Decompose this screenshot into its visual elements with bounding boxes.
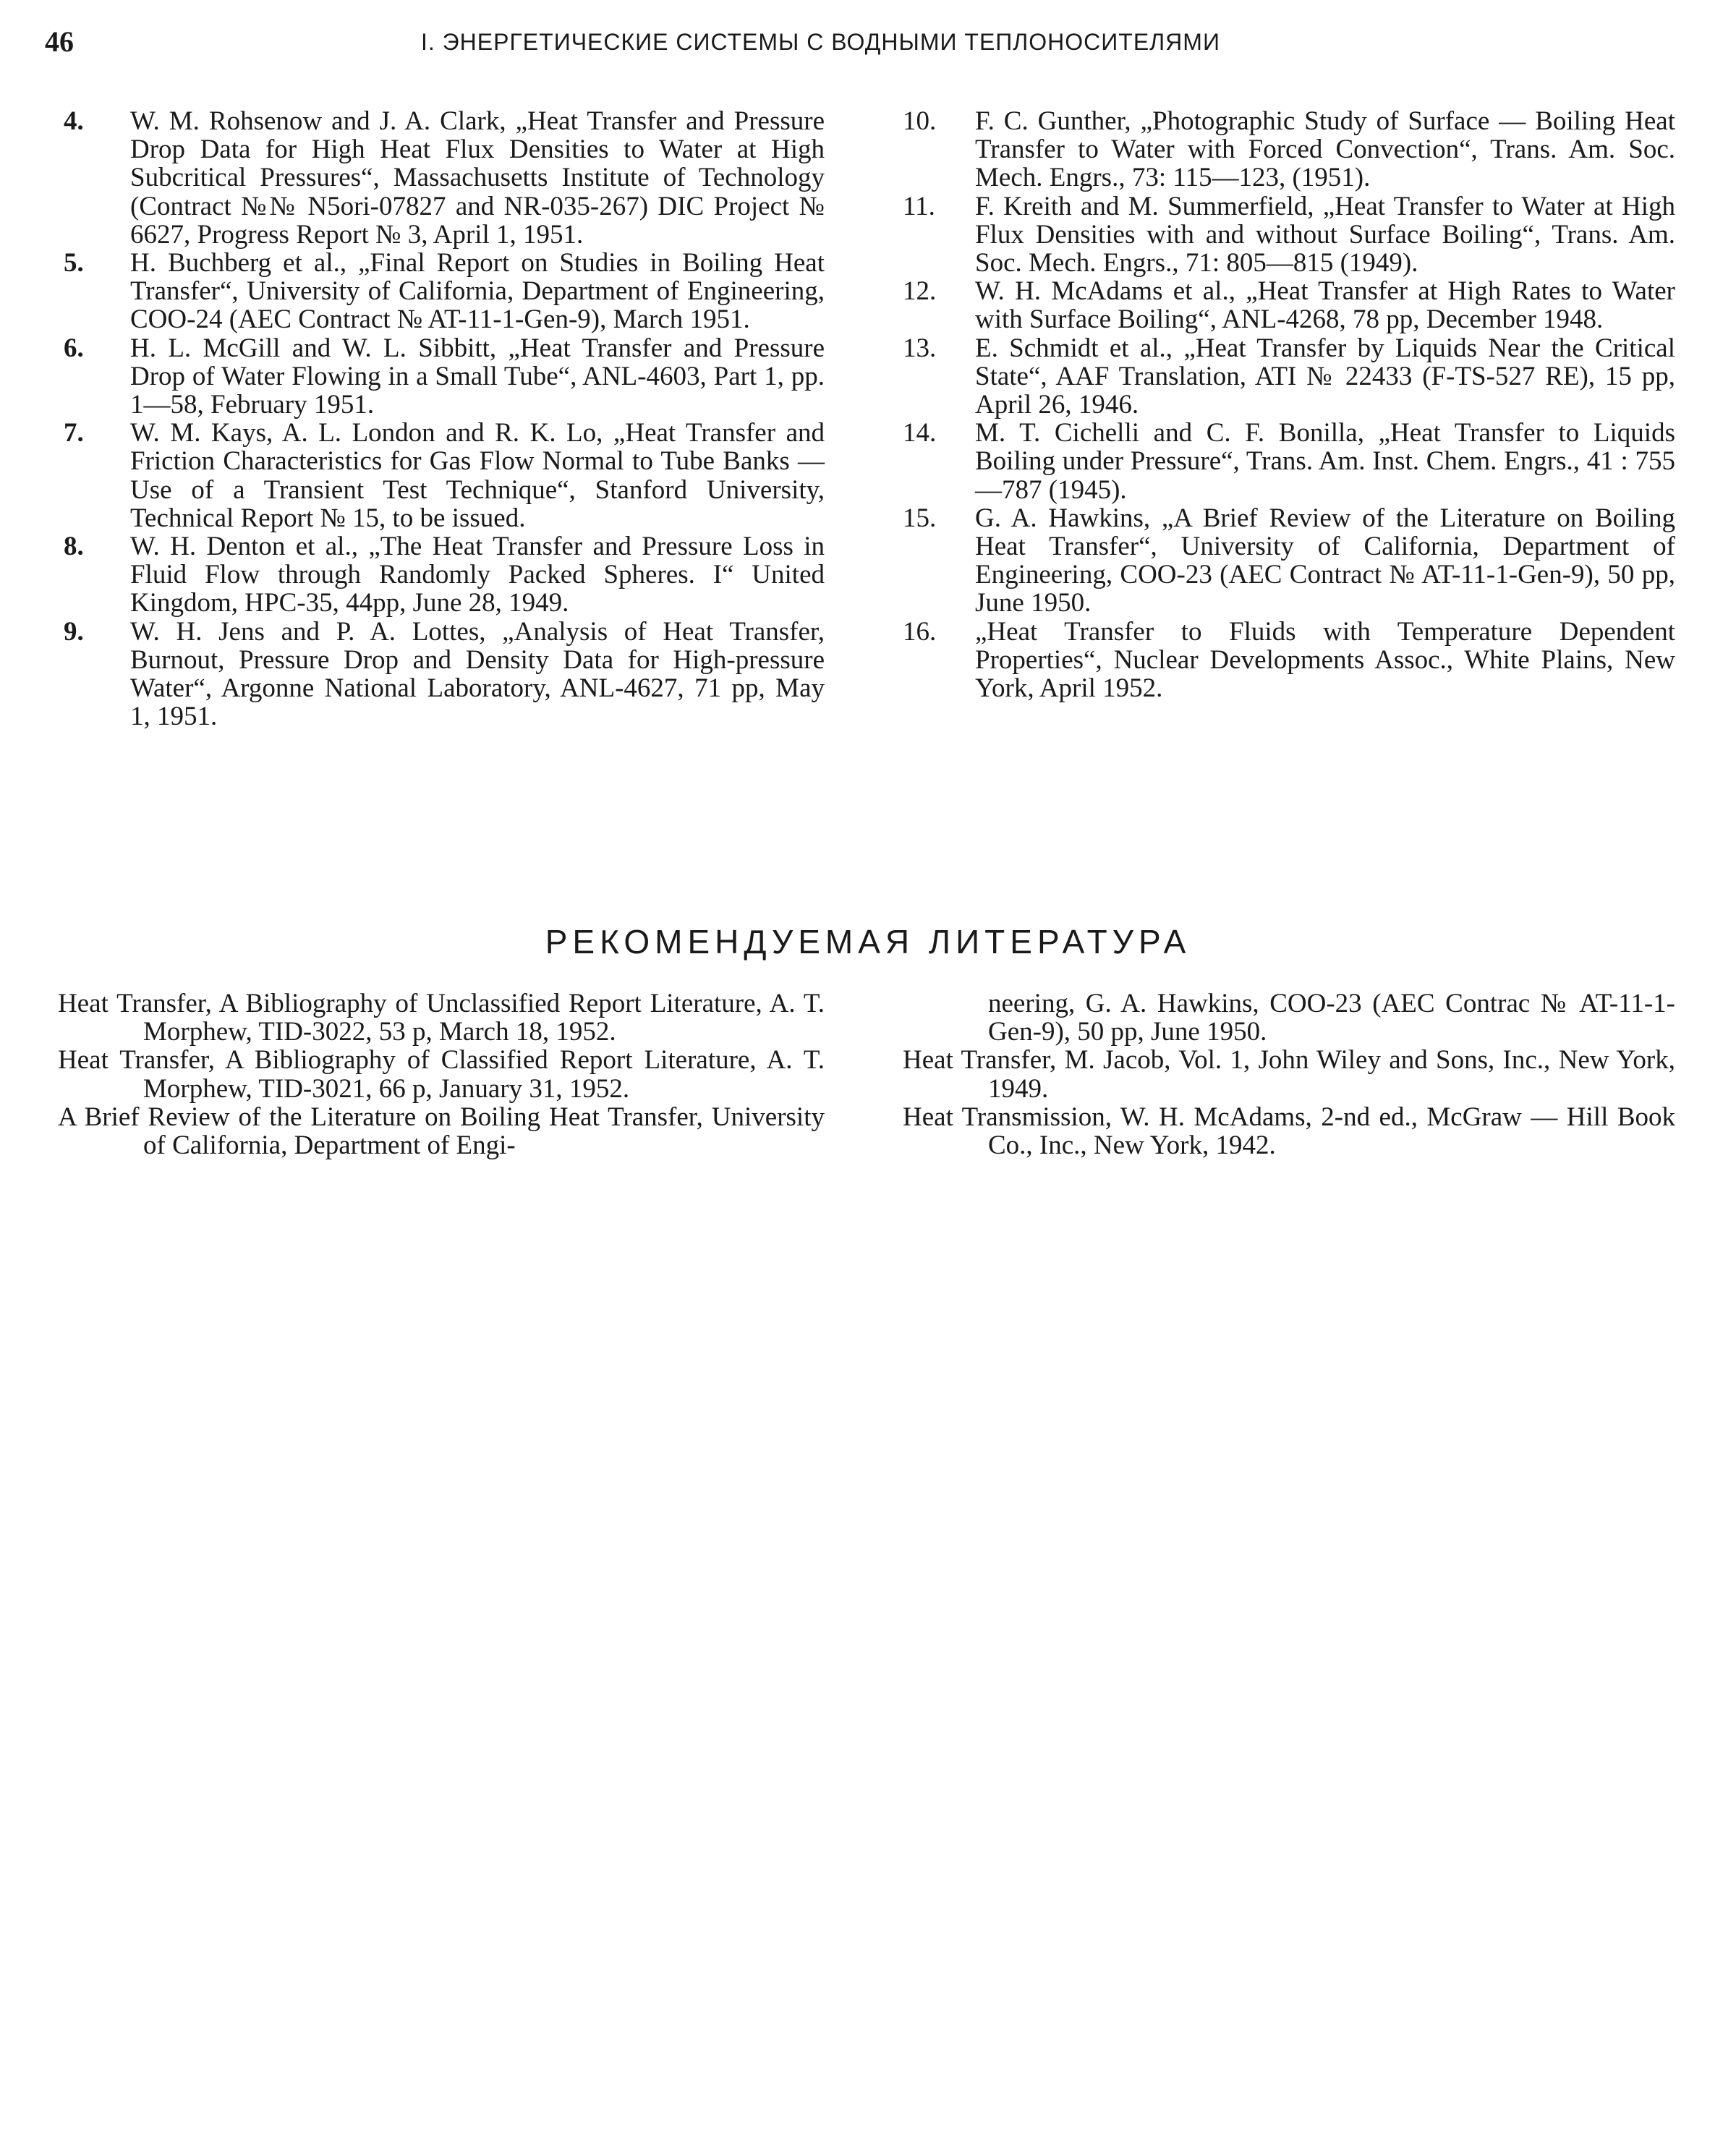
reference-item [903, 277, 1675, 333]
page-header [45, 20, 1691, 64]
reference-item [58, 419, 825, 532]
reference-number: 16. [903, 616, 937, 647]
running-head: I. ЭНЕРГЕТИЧЕСКИЕ СИСТЕМЫ С ВОДНЫМИ ТЕПЛОНОСИТЕЛЯМИ [421, 29, 1220, 55]
reference-text: H. L. McGill and W. L. Sibbitt, „Heat Transfer and Pressure Drop of Water Flowing in a Small Tube“, ANL-4603, Part 1, pp. 1—58, February 1951. [130, 333, 825, 420]
reference-item [58, 107, 825, 249]
recommended-item: Heat Transfer, A Bibliography of Unclassified Report Literature, A. T. Morphew, TID-3022, 53 p, March 18, 1952. [58, 989, 825, 1047]
reference-number: 6. [64, 333, 84, 363]
reference-text: M. T. Cichelli and C. F. Bonilla, „Heat Transfer to Liquids Boiling under Pressure“, Trans. Am. Inst. Chem. Engrs., 41 : 755—787 (1945). [975, 418, 1675, 505]
reference-item [903, 419, 1675, 504]
reference-text: H. Buchberg et al., „Final Report on Studies in Boiling Heat Transfer“, University of California, Department of Engineering, COO-24 (AEC Contract № AT-11-1-Gen-9), March 1951. [130, 248, 825, 335]
reference-item [903, 334, 1675, 420]
recommended-right-column [903, 989, 1675, 1159]
page-number: 46 [45, 25, 74, 58]
reference-text: E. Schmidt et al., „Heat Transfer by Liquids Near the Critical State“, AAF Translation, ATI № 22433 (F-TS-527 RE), 15 pp, April 26, 1946. [975, 333, 1675, 420]
reference-number: 5. [64, 248, 84, 278]
recommended-left-column [58, 989, 825, 1159]
reference-text: F. C. Gunther, „Photographic Study of Surface — Boiling Heat Transfer to Water with Forced Convection“, Trans. Am. Soc. Mech. Engrs., 73: 115—123, (1951). [975, 106, 1675, 193]
recommended-literature-title: РЕКОМЕНДУЕМАЯ ЛИТЕРАТУРА [545, 923, 1191, 961]
recommended-item: Heat Transfer, M. Jacob, Vol. 1, John Wiley and Sons, Inc., New York, 1949. [903, 1045, 1675, 1104]
recommended-item: Heat Transfer, A Bibliography of Classified Report Literature, A. T. Morphew, TID-3021, 66 p, January 31, 1952. [58, 1045, 825, 1104]
reference-number: 9. [64, 616, 84, 647]
reference-number: 13. [903, 333, 937, 363]
reference-number: 8. [64, 532, 84, 562]
reference-text: F. Kreith and M. Summerfield, „Heat Transfer to Water at High Flux Densities with and without Surface Boiling“, Trans. Am. Soc. Mech. Engrs., 71: 805—815 (1949). [975, 191, 1675, 278]
reference-number: 7. [64, 418, 84, 448]
reference-item [58, 249, 825, 334]
reference-text: W. M. Kays, A. L. London and R. K. Lo, „Heat Transfer and Friction Characteristics for Gas Flow Normal to Tube Banks — Use of a Transient Test Technique“, Stanford University, Technical Report № 15, to be issued. [130, 418, 825, 533]
reference-number: 11. [903, 191, 935, 221]
reference-number: 10. [903, 106, 937, 136]
reference-number: 12. [903, 276, 937, 307]
reference-item [58, 618, 825, 731]
reference-text: G. A. Hawkins, „A Brief Review of the Literature on Boiling Heat Transfer“, University of California, Department of Engineering, COO-23 (AEC Contract № AT-11-1-Gen-9), 50 pp, June 1950. [975, 503, 1675, 618]
reference-text: W. H. Jens and P. A. Lottes, „Analysis of Heat Transfer, Burnout, Pressure Drop and Density Data for High-pressure Water“, Argonne National Laboratory, ANL-4627, 71 pp, May 1, 1951. [130, 616, 825, 732]
reference-item [903, 618, 1675, 703]
reference-item [58, 334, 825, 420]
recommended-item: Heat Transmission, W. H. McAdams, 2-nd ed., McGraw — Hill Book Co., Inc., New York, 1942. [903, 1102, 1675, 1161]
reference-number: 15. [903, 503, 937, 533]
reference-text: W. M. Rohsenow and J. A. Clark, „Heat Transfer and Pressure Drop Data for High Heat Flux Densities to Water at High Subcritical Pressures“, Massachusetts Institute of Technology (Contract №№ N5ori-07827 and NR-035-267) DIC Project № 6627, Progress Report № 3, April 1, 1951. [130, 106, 825, 250]
references-right-column [903, 107, 1675, 702]
reference-text: W. H. Denton et al., „The Heat Transfer and Pressure Loss in Fluid Flow through Randomly Packed Spheres. I“ United Kingdom, HPC-35, 44pp, June 28, 1949. [130, 532, 825, 618]
reference-item [58, 532, 825, 618]
reference-item [903, 107, 1675, 192]
reference-number: 4. [64, 106, 84, 136]
reference-item [903, 504, 1675, 618]
recommended-item: A Brief Review of the Literature on Boiling Heat Transfer, University of California, Department of Engi- [58, 1102, 825, 1161]
reference-number: 14. [903, 418, 937, 448]
reference-item [903, 192, 1675, 278]
recommended-item-continuation: neering, G. A. Hawkins, COO-23 (AEC Contrac № AT-11-1-Gen-9), 50 pp, June 1950. [988, 989, 1675, 1047]
reference-text: „Heat Transfer to Fluids with Temperature Dependent Properties“, Nuclear Developments Assoc., White Plains, New York, April 1952. [975, 616, 1675, 704]
reference-text: W. H. McAdams et al., „Heat Transfer at High Rates to Water with Surface Boiling“, ANL-4268, 78 pp, December 1948. [975, 276, 1675, 335]
references-left-column [58, 107, 825, 731]
